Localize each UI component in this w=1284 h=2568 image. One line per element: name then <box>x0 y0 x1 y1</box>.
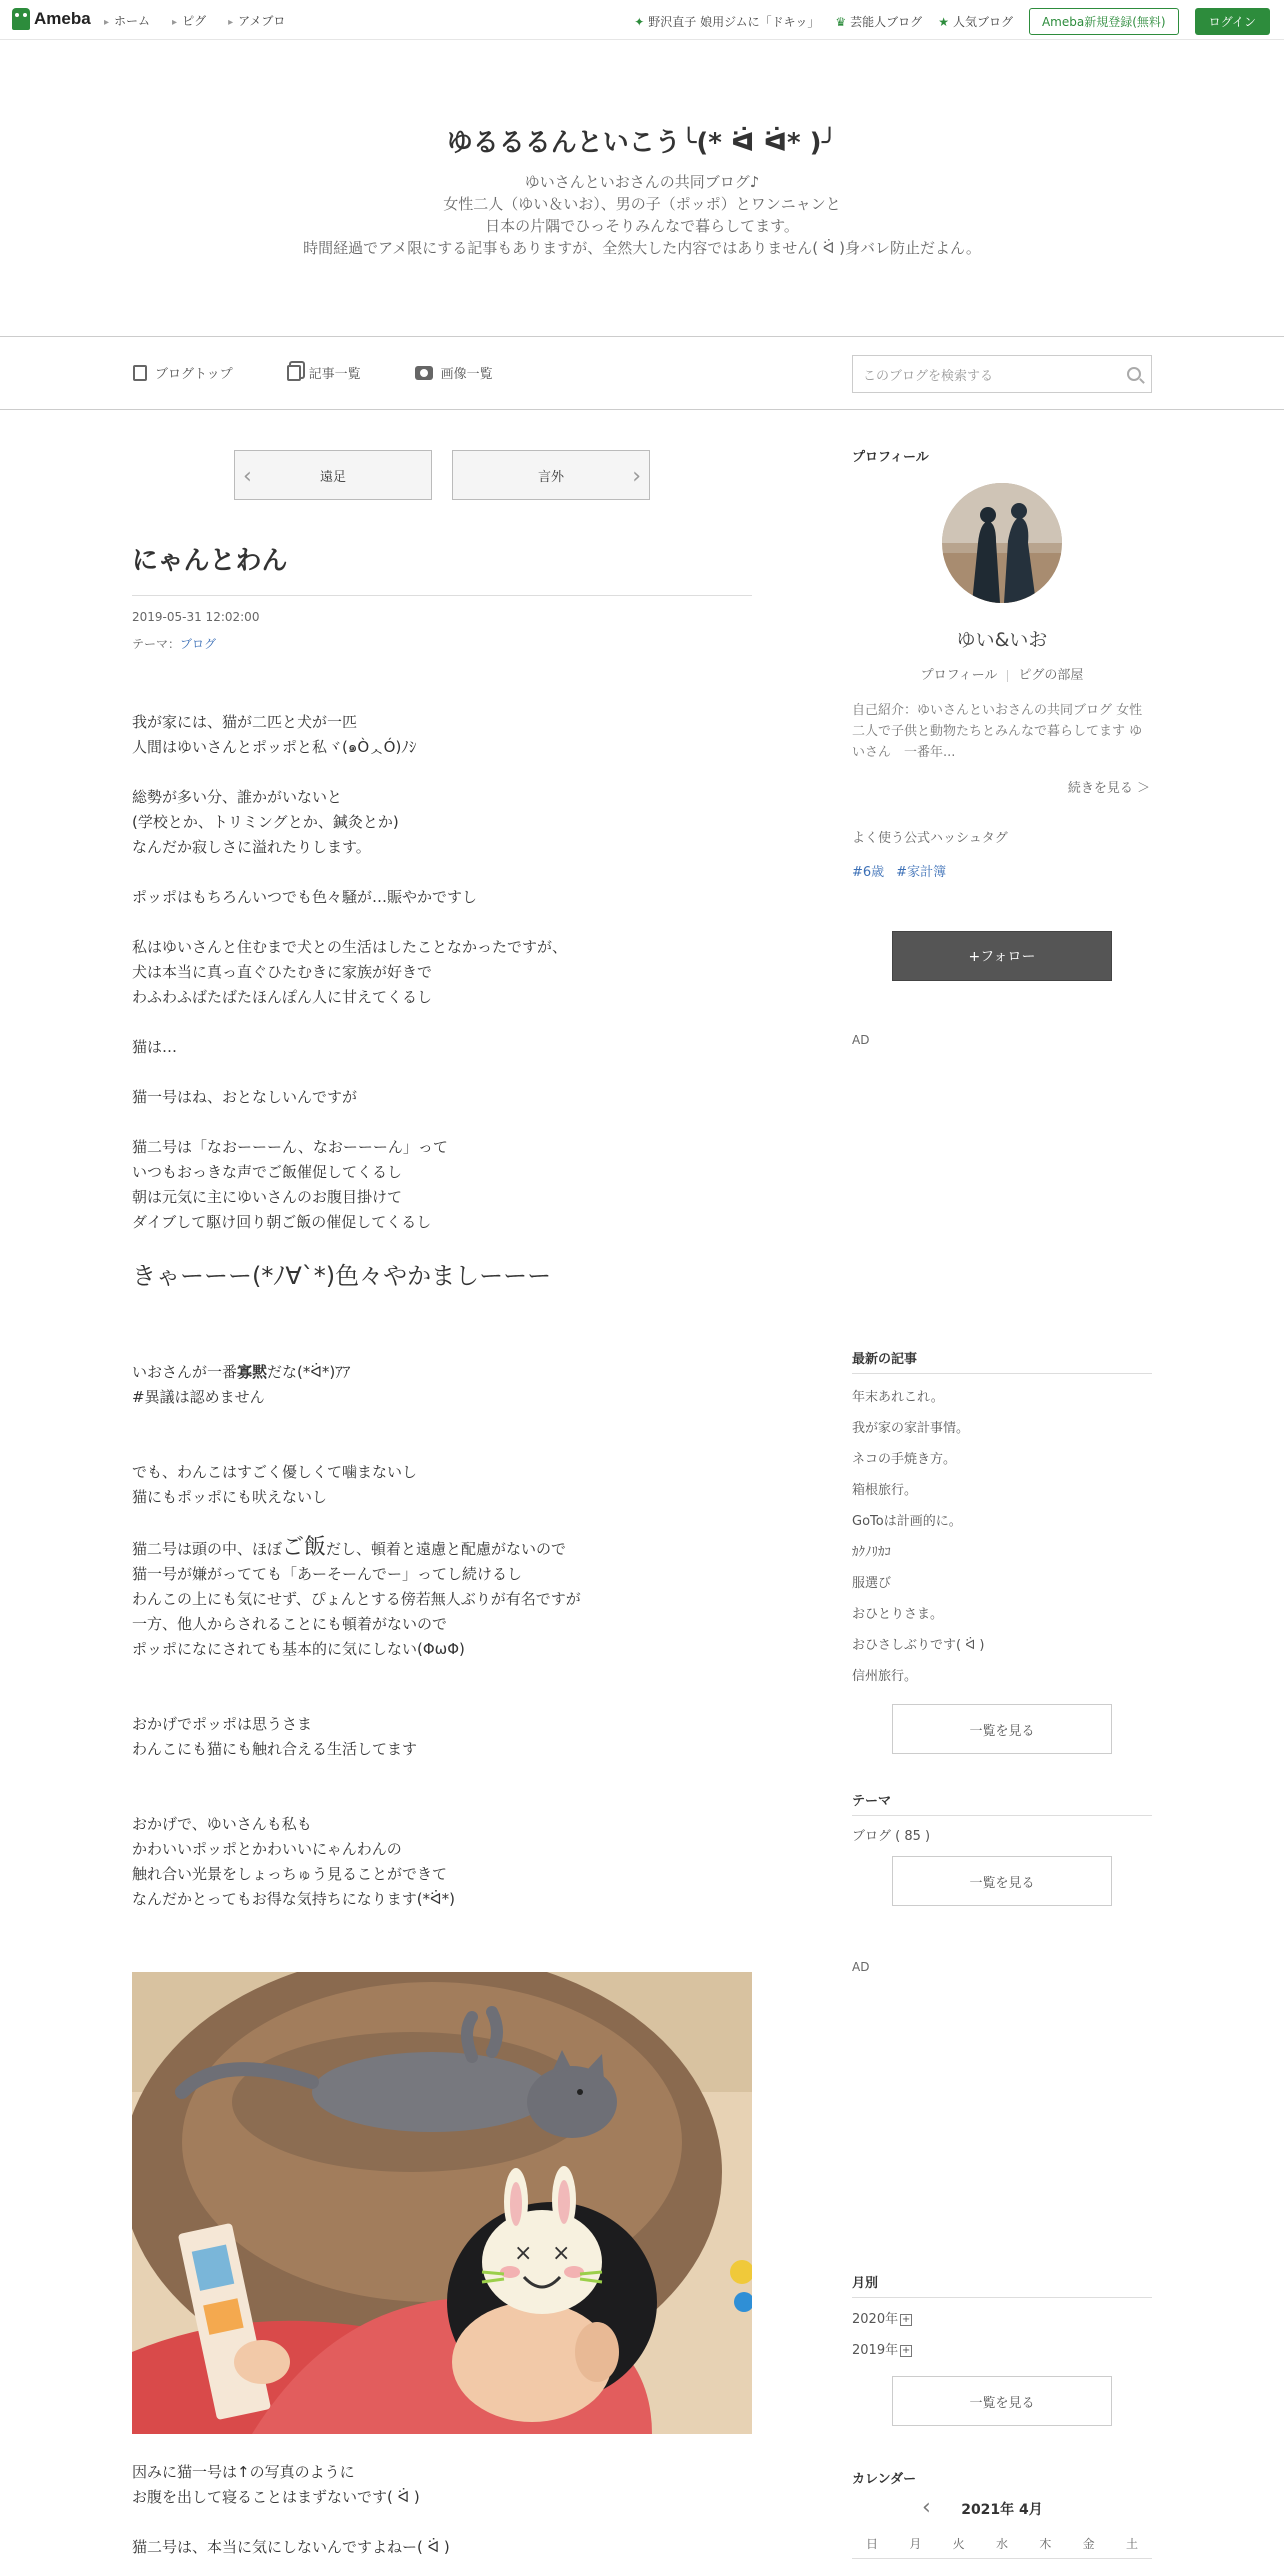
global-header <box>0 0 1284 40</box>
ad-label: AD <box>852 1960 870 1974</box>
paragraph: ポッポはもちろんいつでも色々騒が…賑やかですし <box>132 888 478 906</box>
ad-label: AD <box>852 1033 870 1047</box>
nav-ameblo-link[interactable]: ▸ アメブロ <box>228 12 285 29</box>
blog-description-line: 日本の片隅でひっそりみんなで暮らしてます。 <box>485 217 799 235</box>
theme-item-link[interactable]: ブログ ( 85 ) <box>852 1829 931 1844</box>
blog-description-line: ゆいさんといおさんの共同ブログ♪ <box>524 173 760 191</box>
weekday: 日 <box>866 2537 879 2551</box>
paragraph-text: だな(*ᐛ*)ｱｱ #異議は認めません <box>132 1363 351 1406</box>
weekday: 月 <box>909 2537 922 2551</box>
blog-top-link[interactable] <box>133 363 233 382</box>
entry-body-continued <box>132 2460 752 2568</box>
paragraph: おかげでポッポは思うさま わんこにも猫にも触れ合える生活してます <box>132 1715 418 1758</box>
register-button[interactable]: Ameba新規登録(無料) <box>1029 8 1179 35</box>
blog-title[interactable]: ゆるるるんといこう╰(* ᐛ ᐛ* )╯ <box>446 128 838 158</box>
monthly-heading: 月別 <box>852 2272 1152 2298</box>
calendar-heading: カレンダー <box>852 2472 917 2487</box>
follow-button[interactable]: +フォロー <box>892 931 1112 981</box>
recent-entry-link[interactable]: 信州旅行。 <box>852 1669 918 1684</box>
paragraph-text: 猫二号は頭の中、ほぼ <box>132 1540 283 1558</box>
recent-entry-link[interactable]: 年末あれこれ。 <box>852 1390 944 1405</box>
star-icon: ★ <box>938 14 949 29</box>
hashtag-link[interactable]: #家計簿 <box>896 865 947 880</box>
profile-links <box>852 664 1152 683</box>
entry-list-label: 記事一覧 <box>308 367 361 382</box>
star-icon: ✦ <box>634 14 645 29</box>
entry-theme-link[interactable]: ブログ <box>180 637 217 651</box>
weekday: 木 <box>1039 2537 1052 2551</box>
entry-theme-label: テーマ： <box>132 637 181 651</box>
profile-avatar[interactable] <box>942 483 1062 603</box>
nav-pigg-link[interactable]: ▸ ピグ <box>172 12 206 29</box>
blog-nav <box>0 336 1284 410</box>
monthly-archive <box>852 2272 1152 2426</box>
popular-blog-label: 人気ブログ <box>952 15 1013 29</box>
profile-name[interactable]: ゆい&いお <box>956 629 1048 651</box>
entry-pager <box>234 450 650 500</box>
recent-entries <box>852 1348 1152 1754</box>
blog-description <box>0 171 1284 259</box>
profile-heading: プロフィール <box>852 450 929 465</box>
monthly-list-button[interactable]: 一覧を見る <box>892 2376 1112 2426</box>
bold-text: 寡黙 <box>237 1363 268 1381</box>
entry-body <box>132 710 752 1937</box>
theme-section <box>852 1790 1152 1906</box>
calendar-weekdays <box>852 2535 1152 2559</box>
document-icon <box>133 365 147 381</box>
theme-list-button[interactable]: 一覧を見る <box>892 1856 1112 1906</box>
image-list-link[interactable] <box>415 363 493 382</box>
calendar <box>852 2468 1152 2559</box>
paragraph: 因みに猫一号は↑の写真のように お腹を出して寝ることはまずないです( ᐛ ) <box>132 2463 420 2506</box>
large-text: ご飯 <box>282 1535 327 1560</box>
emphasis-heading: きゃーーー(*ﾉ∀`*)色々やかましーーー <box>132 1262 552 1290</box>
copy-icon <box>287 365 301 381</box>
blog-search-input[interactable] <box>852 355 1152 393</box>
blog-header <box>0 40 1284 336</box>
ameba-logo[interactable] <box>12 8 91 30</box>
search-icon[interactable] <box>1127 367 1141 381</box>
paragraph: 猫は… <box>132 1038 178 1056</box>
profile-intro: 自己紹介：ゆいさんといおさんの共同ブログ 女性二人で子供と動物たちとみんなで暮らしてます ゆいさん 一番年... <box>852 703 1143 760</box>
prev-entry-label: 遠足 <box>319 469 346 485</box>
paragraph: 猫一号はね、おとなしいんですが <box>132 1088 358 1106</box>
hashtag-list <box>852 861 946 880</box>
profile-more-link[interactable]: 続きを見る ＞ <box>1067 781 1150 796</box>
ameba-logo-icon <box>12 8 30 30</box>
cat-and-child-photo <box>132 1972 752 2434</box>
news-link-label: 野沢直子 娘用ジムに「ドキッ」 <box>648 15 820 29</box>
paragraph-text: 猫一号が嫌がってても「あーそーんでー」ってし続けるし わんこの上にも気にせず、ぴょんとする傍若無人ぶりが有名ですが 一方、他人からされることにも頓着がないので ポッポになにされても基本的に気にしない(ΦωΦ) <box>132 1565 581 1658</box>
nav-home-link[interactable]: ▸ ホーム <box>104 12 150 29</box>
prev-entry-button[interactable] <box>234 450 432 500</box>
ameba-logo-text: Ameba <box>34 9 91 28</box>
next-entry-label: 言外 <box>537 469 564 485</box>
month-item[interactable] <box>852 2304 1152 2335</box>
login-button[interactable]: ログイン <box>1195 8 1270 35</box>
expand-icon[interactable]: + <box>901 2344 911 2356</box>
entry-photo[interactable] <box>132 1972 752 2434</box>
hashtag-link[interactable]: #6歳 <box>852 865 885 880</box>
profile-link[interactable]: プロフィール <box>920 668 998 683</box>
entry-list-link[interactable] <box>287 363 361 382</box>
pig-room-link[interactable]: ピグの部屋 <box>1018 668 1084 683</box>
recent-list-button[interactable]: 一覧を見る <box>892 1704 1112 1754</box>
global-nav <box>104 12 285 29</box>
search-placeholder: このブログを検索する <box>863 368 994 384</box>
news-link[interactable] <box>634 13 819 30</box>
paragraph: 猫二号は、本当に気にしないんですよねー( ᐛ ) <box>132 2538 450 2556</box>
svg-text:×: × <box>552 2241 571 2266</box>
image-list-label: 画像一覧 <box>440 367 493 382</box>
weekday: 火 <box>952 2537 965 2551</box>
link-separator <box>1007 670 1008 682</box>
recent-entry-link[interactable]: ネコの手焼き方。 <box>852 1452 957 1467</box>
popular-blog-link[interactable] <box>938 13 1013 30</box>
recent-entry-link[interactable]: ｶｸﾉﾘｶｺ <box>852 1545 891 1560</box>
global-header-right <box>634 8 1270 35</box>
calendar-month-header <box>852 2495 1152 2520</box>
weekday: 水 <box>995 2537 1008 2551</box>
paragraph <box>132 1360 752 1410</box>
blog-top-label: ブログトップ <box>155 367 233 382</box>
paragraph <box>132 1535 752 1662</box>
paragraph: おかげで、ゆいさんも私も かわいいポッポとかわいいにゃんわんの 触れ合い光景をしょっちゅう見ることができて なんだかとってもお得な気持ちになります(*ᐛ*) <box>132 1815 455 1908</box>
recent-entry-link[interactable]: 箱根旅行。 <box>852 1483 918 1498</box>
paragraph: 総勢が多い分、誰かがいないと (学校とか、トリミングとか、鍼灸とか) なんだか寂しさに溢れたりします。 <box>132 788 399 856</box>
celebrity-blog-label: 芸能人ブログ <box>850 15 923 29</box>
chevron-left-icon[interactable]: ‹ <box>922 2495 931 2520</box>
chevron-right-icon: › <box>632 464 641 489</box>
hashtag-heading: よく使う公式ハッシュタグ <box>852 831 1008 846</box>
month-label: 2020年 <box>852 2312 899 2327</box>
paragraph: でも、わんこはすごく優しくて噛まないし 猫にもポッポにも吠えないし <box>132 1463 418 1506</box>
svg-text:×: × <box>514 2241 533 2266</box>
blog-description-line: 時間経過でアメ限にする記事もありますが、全然大した内容ではありません( ᐛ )身バレ防止だよん。 <box>303 239 981 257</box>
calendar-month: 2021年 4月 <box>961 2502 1043 2518</box>
recent-list <box>852 1382 1152 1692</box>
recent-heading: 最新の記事 <box>852 1348 1152 1374</box>
entry-title[interactable]: にゃんとわん <box>132 540 752 596</box>
celebrity-blog-link[interactable] <box>835 13 922 30</box>
next-entry-button[interactable] <box>452 450 650 500</box>
recent-entry-link[interactable]: 我が家の家計事情。 <box>852 1421 970 1436</box>
recent-entry-link[interactable]: おひとりさま。 <box>852 1607 944 1622</box>
camera-icon <box>415 366 433 380</box>
recent-entry-link[interactable]: おひさしぶりです( ᐛ ) <box>852 1638 985 1653</box>
entry-date: 2019-05-31 12:02:00 <box>132 610 260 624</box>
month-item[interactable] <box>852 2335 1152 2366</box>
crown-icon: ♛ <box>835 14 847 29</box>
expand-icon[interactable]: + <box>901 2313 911 2325</box>
paragraph: 私はゆいさんと住むまで犬との生活はしたことなかったですが、 犬は本当に真っ直ぐひたむきに家族が好きで わふわふばたばたほんぽん人に甘えてくるし <box>132 938 568 1006</box>
weekday: 金 <box>1082 2537 1095 2551</box>
avatar-image <box>942 483 1062 603</box>
recent-entry-link[interactable]: GoToは計画的に。 <box>852 1514 962 1529</box>
paragraph: 我が家には、猫が二匹と犬が一匹 人間はゆいさんとポッポと私ヾ(๑ÒᆺÓ)ﾉｼ <box>132 713 417 756</box>
entry-theme <box>132 635 216 652</box>
paragraph-text: いおさんが一番 <box>132 1363 238 1381</box>
theme-heading: テーマ <box>852 1790 1152 1816</box>
paragraph: 猫二号は「なおーーーん、なおーーーん」って いつもおっきな声でご飯催促してくるし 朝は元気に主にゆいさんのお腹目掛けて ダイブして駆け回り朝ご飯の催促してくるし <box>132 1138 448 1231</box>
recent-entry-link[interactable]: 服選び <box>852 1576 892 1591</box>
blog-description-line: 女性二人（ゆい＆いお）、男の子（ポッポ）とワンニャンと <box>443 195 841 213</box>
chevron-left-icon: ‹ <box>243 464 252 489</box>
paragraph-text: だし、頓着と遠慮と配慮がないので <box>326 1540 567 1558</box>
weekday: 土 <box>1125 2537 1138 2551</box>
month-label: 2019年 <box>852 2343 899 2358</box>
